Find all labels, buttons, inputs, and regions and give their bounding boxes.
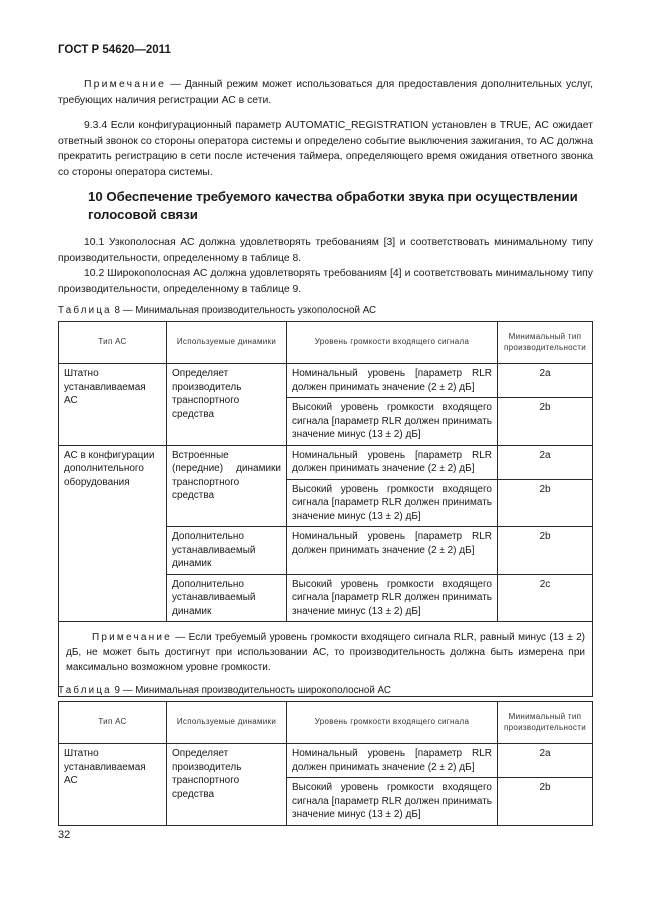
level-cell: Высокий уровень громкости входящего сигнала [параметр RLR должен принимать значение минус (13 ± 2) дБ] xyxy=(287,778,498,826)
type-cell: Штатно устанавливаемая АС xyxy=(59,364,167,446)
table-8-note-label: Примечание xyxy=(92,632,172,643)
perf-cell: 2a xyxy=(498,744,593,778)
table-header-row xyxy=(59,322,593,364)
paragraph-9-3-4-text: 9.3.4 Если конфигурационный параметр AUTOMATIC_REGISTRATION установлен в TRUE, АС ожидает ответный звонок со стороны оператора системы и определено событие выключения зажигания, то АС должна прекратить регистрацию в сети после истечения таймера, определяющего время ожидания ответного звонка со стороны оператора системы. xyxy=(58,120,593,178)
header-cell: Минимальный тип производительности xyxy=(498,702,593,744)
level-cell: Номинальный уровень [параметр RLR должен принимать значение (2 ± 2) дБ] xyxy=(287,527,498,575)
perf-cell: 2b xyxy=(498,527,593,575)
header-cell: Используемые динамики xyxy=(167,322,287,364)
perf-cell: 2b xyxy=(498,479,593,527)
note-paragraph xyxy=(58,77,593,108)
paragraph-10-2: 10.2 Широкополосная АС должна удовлетворять требованиям [4] и соответствовать минимальному типу производительности, определенному в таблице 9. xyxy=(58,268,593,295)
table-header-row xyxy=(59,702,593,744)
header-cell: Используемые динамики xyxy=(167,702,287,744)
speaker-cell: Определяет производитель транспортного средства xyxy=(167,364,287,446)
table-8-label: Таблица xyxy=(58,305,112,316)
table-8-note-text: — Если требуемый уровень громкости входящего сигнала RLR, равный минус (13 ± 2) дБ, не может быть достигнут при использовании АС, то производительность должна быть измерена при максимально возможном уровне громкости. xyxy=(66,632,585,673)
note-text: — Данный режим может использоваться для предоставления дополнительных услуг, требующих наличия регистрации АС в сети. xyxy=(58,79,593,106)
level-cell: Номинальный уровень [параметр RLR должен принимать значение (2 ± 2) дБ] xyxy=(287,445,498,479)
paragraphs-10 xyxy=(58,235,593,297)
header-cell: Минимальный тип производительности xyxy=(498,322,593,364)
table-row xyxy=(59,744,593,778)
perf-cell: 2b xyxy=(498,398,593,446)
speaker-cell: Встроенные (передние) динамики транспортного средства xyxy=(167,445,287,527)
speaker-cell: Дополнительно устанавливаемый динамик xyxy=(167,574,287,622)
header-cell: Уровень громкости входящего сигнала xyxy=(287,702,498,744)
table-8-caption xyxy=(58,305,376,316)
level-cell: Высокий уровень громкости входящего сигнала [параметр RLR должен принимать значение минус (13 ± 2) дБ] xyxy=(287,479,498,527)
perf-cell: 2a xyxy=(498,364,593,398)
header-cell: Тип АС xyxy=(59,322,167,364)
perf-cell: 2b xyxy=(498,778,593,826)
table-9-title: 9 — Минимальная производительность широкополосной АС xyxy=(111,685,391,696)
type-cell: Штатно устанавливаемая АС xyxy=(59,744,167,826)
table-row xyxy=(59,364,593,398)
header-cell: Тип АС xyxy=(59,702,167,744)
note-label: Примечание xyxy=(84,79,167,90)
page-number: 32 xyxy=(58,829,71,841)
perf-cell: 2a xyxy=(498,445,593,479)
table-8-title: 8 — Минимальная производительность узкополосной АС xyxy=(111,305,377,316)
paragraph-9-3-4 xyxy=(58,118,593,180)
perf-cell: 2c xyxy=(498,574,593,622)
level-cell: Номинальный уровень [параметр RLR должен принимать значение (2 ± 2) дБ] xyxy=(287,744,498,778)
paragraph-10-1: 10.1 Узкополосная АС должна удовлетворять требованиям [3] и соответствовать минимальному типу производительности, определенному в таблице 8. xyxy=(58,237,593,264)
level-cell: Высокий уровень громкости входящего сигнала [параметр RLR должен принимать значение минус (13 ± 2) дБ] xyxy=(287,574,498,622)
table-row xyxy=(59,445,593,479)
type-cell: АС в конфигурации дополнительного оборудования xyxy=(59,445,167,622)
document-header: ГОСТ Р 54620—2011 xyxy=(58,44,171,56)
speaker-cell: Определяет производитель транспортного средства xyxy=(167,744,287,826)
table-9-caption xyxy=(58,685,391,696)
level-cell: Номинальный уровень [параметр RLR должен принимать значение (2 ± 2) дБ] xyxy=(287,364,498,398)
table-9-label: Таблица xyxy=(58,685,112,696)
table-8 xyxy=(58,321,593,697)
level-cell: Высокий уровень громкости входящего сигнала [параметр RLR должен принимать значение минус (13 ± 2) дБ] xyxy=(287,398,498,446)
speaker-cell: Дополнительно устанавливаемый динамик xyxy=(167,527,287,575)
table-9 xyxy=(58,701,593,826)
header-cell: Уровень громкости входящего сигнала xyxy=(287,322,498,364)
section-10-heading: 10 Обеспечение требуемого качества обработки звука при осуществлении голосовой связи xyxy=(88,189,578,222)
